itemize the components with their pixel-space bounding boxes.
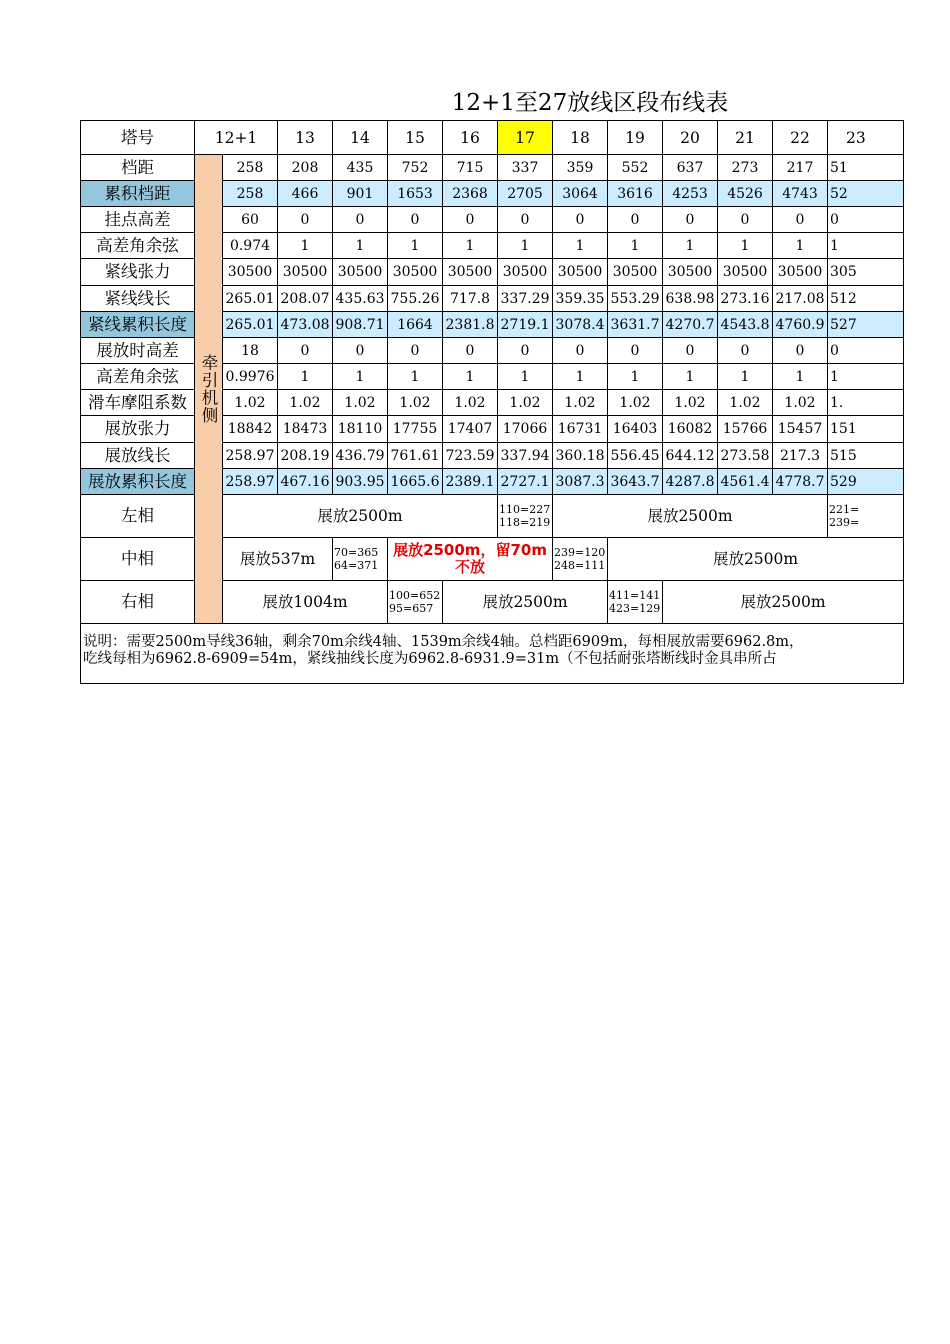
phase-label: 左相: [81, 495, 195, 538]
phase-label: 中相: [81, 538, 195, 581]
row-value: 1: [608, 233, 663, 259]
splice-note-line: 118=219: [499, 516, 551, 529]
row-value: 1664: [388, 312, 443, 338]
phase-segment: 展放2500m: [608, 538, 904, 581]
tower-cell: 12+1: [195, 121, 278, 155]
row-value: 1: [278, 364, 333, 390]
row-value: 1.02: [608, 390, 663, 416]
row-value: 273.58: [718, 443, 773, 469]
row-value: 1.02: [443, 390, 498, 416]
row-value: 0: [443, 338, 498, 364]
row-value: 1: [553, 233, 608, 259]
row-value: 761.61: [388, 443, 443, 469]
row-value: 1.02: [718, 390, 773, 416]
row-value: 1: [773, 233, 828, 259]
tower-cell: 16: [443, 121, 498, 155]
row-value: 0: [388, 338, 443, 364]
tower-cell: 19: [608, 121, 663, 155]
row-value: 515: [828, 443, 904, 469]
row-value: 265.01: [223, 312, 278, 338]
row-label: 紧线累积长度: [81, 312, 195, 338]
row-value: 17066: [498, 416, 553, 443]
splice-note: [333, 538, 388, 581]
row-value: 1.02: [223, 390, 278, 416]
row-value: 217: [773, 155, 828, 181]
row-value: 715: [443, 155, 498, 181]
row-value: 337.29: [498, 286, 553, 312]
row-value: 2719.1: [498, 312, 553, 338]
splice-note: [498, 495, 553, 538]
row-value: 17755: [388, 416, 443, 443]
row-value: 1: [278, 233, 333, 259]
row-value: 1: [388, 364, 443, 390]
row-label: 高差角余弦: [81, 364, 195, 390]
row-value: 4760.9: [773, 312, 828, 338]
row-value: 258.97: [223, 469, 278, 495]
row-value: 0: [498, 207, 553, 233]
row-label: 滑车摩阻系数: [81, 390, 195, 416]
row-value: 1: [333, 364, 388, 390]
row-label: 挂点高差: [81, 207, 195, 233]
row-value: 0: [828, 207, 904, 233]
row-value: 1: [773, 364, 828, 390]
row-value: 1: [718, 233, 773, 259]
row-value: 52: [828, 181, 904, 207]
tower-cell: 21: [718, 121, 773, 155]
row-value: 30500: [388, 259, 443, 286]
row-value: 208.07: [278, 286, 333, 312]
row-value: 3078.4: [553, 312, 608, 338]
row-value: 512: [828, 286, 904, 312]
row-value: 208.19: [278, 443, 333, 469]
row-value: 1.02: [278, 390, 333, 416]
row-value: 258: [223, 155, 278, 181]
row-value: 1: [498, 233, 553, 259]
tower-cell: 15: [388, 121, 443, 155]
splice-note-line: 95=657: [389, 602, 434, 615]
row-value: 0: [498, 338, 553, 364]
row-value: 360.18: [553, 443, 608, 469]
row-value: 1: [388, 233, 443, 259]
row-value: 4743: [773, 181, 828, 207]
row-value: 305: [828, 259, 904, 286]
row-value: 30500: [223, 259, 278, 286]
row-value: 30500: [608, 259, 663, 286]
row-value: 752: [388, 155, 443, 181]
tower-cell: 20: [663, 121, 718, 155]
row-value: 0: [388, 207, 443, 233]
row-value: 359.35: [553, 286, 608, 312]
row-value: 1: [553, 364, 608, 390]
row-label: 高差角余弦: [81, 233, 195, 259]
row-value: 16082: [663, 416, 718, 443]
row-value: 1: [718, 364, 773, 390]
row-value: 556.45: [608, 443, 663, 469]
row-value: 473.08: [278, 312, 333, 338]
row-value: 0: [553, 207, 608, 233]
row-value: 435: [333, 155, 388, 181]
tower-cell-highlighted: 17: [498, 121, 553, 155]
row-value: 1.02: [553, 390, 608, 416]
row-value: 16731: [553, 416, 608, 443]
tower-cell: 22: [773, 121, 828, 155]
row-value: 30500: [278, 259, 333, 286]
row-value: 755.26: [388, 286, 443, 312]
splice-note-line: 239=: [829, 516, 860, 529]
row-value: 4253: [663, 181, 718, 207]
row-value: 1: [443, 233, 498, 259]
row-value: 1: [663, 364, 718, 390]
row-value: 3643.7: [608, 469, 663, 495]
row-value: 0: [773, 338, 828, 364]
data-row: [81, 155, 904, 181]
row-value: 4543.8: [718, 312, 773, 338]
row-value: 1: [828, 364, 904, 390]
row-value: 467.16: [278, 469, 333, 495]
row-label: 展放张力: [81, 416, 195, 443]
row-label: 紧线线长: [81, 286, 195, 312]
row-value: 337.94: [498, 443, 553, 469]
row-value: 1: [608, 364, 663, 390]
row-value: 30500: [443, 259, 498, 286]
row-value: 901: [333, 181, 388, 207]
splice-note-line: 64=371: [334, 559, 379, 572]
row-label: 展放线长: [81, 443, 195, 469]
row-value: 637: [663, 155, 718, 181]
phase-segment: 展放2500m: [663, 581, 904, 624]
row-value: 908.71: [333, 312, 388, 338]
row-value: 30500: [498, 259, 553, 286]
row-value: 0: [608, 207, 663, 233]
row-value: 1.02: [663, 390, 718, 416]
splice-note: [828, 495, 904, 538]
row-value: 273: [718, 155, 773, 181]
row-value: 0: [608, 338, 663, 364]
row-value: 151: [828, 416, 904, 443]
row-value: 1.02: [388, 390, 443, 416]
wire-layout-table: [80, 120, 866, 685]
row-value: 0: [773, 207, 828, 233]
row-value: 4526: [718, 181, 773, 207]
row-value: 15457: [773, 416, 828, 443]
row-value: 0: [663, 338, 718, 364]
row-value: 1.02: [773, 390, 828, 416]
splice-note-line: 70=365: [334, 546, 379, 559]
row-value: 30500: [773, 259, 828, 286]
row-value: 265.01: [223, 286, 278, 312]
row-value: 3087.3: [553, 469, 608, 495]
row-value: 723.59: [443, 443, 498, 469]
row-value: 15766: [718, 416, 773, 443]
splice-note-line: 239=120: [554, 546, 606, 559]
row-value: 30500: [333, 259, 388, 286]
row-value: 3064: [553, 181, 608, 207]
explanation-note: [81, 624, 904, 684]
row-value: 2381.8: [443, 312, 498, 338]
row-value: 717.8: [443, 286, 498, 312]
row-value: 30500: [663, 259, 718, 286]
row-value: 644.12: [663, 443, 718, 469]
row-value: 4270.7: [663, 312, 718, 338]
row-label: 累积档距: [81, 181, 195, 207]
tower-cell: 23: [828, 121, 904, 155]
row-value: 0: [553, 338, 608, 364]
row-value: 0: [443, 207, 498, 233]
row-value: 0.974: [223, 233, 278, 259]
row-value: 16403: [608, 416, 663, 443]
row-value: 0: [718, 207, 773, 233]
note-row: [81, 624, 904, 684]
row-label: 展放累积长度: [81, 469, 195, 495]
row-value: 527: [828, 312, 904, 338]
phase-segment-warning: 展放2500m，留70m不放: [388, 538, 553, 581]
row-value: 0: [278, 338, 333, 364]
row-value: 258.97: [223, 443, 278, 469]
row-value: 359: [553, 155, 608, 181]
tower-header-row: [81, 121, 904, 155]
row-value: 903.95: [333, 469, 388, 495]
row-value: 337: [498, 155, 553, 181]
sheet-title: 12+1至27放线区段布线表: [451, 90, 729, 116]
row-value: 0: [333, 338, 388, 364]
row-value: 273.16: [718, 286, 773, 312]
row-value: 0: [828, 338, 904, 364]
row-value: 1653: [388, 181, 443, 207]
row-value: 17407: [443, 416, 498, 443]
row-value: 18: [223, 338, 278, 364]
phase-segment: 展放537m: [223, 538, 333, 581]
row-value: 30500: [553, 259, 608, 286]
row-value: 0: [663, 207, 718, 233]
row-value: 0: [278, 207, 333, 233]
splice-note-line: 100=652: [389, 589, 441, 602]
splice-note-line: 110=227: [499, 503, 551, 516]
row-value: 4287.8: [663, 469, 718, 495]
phase-segment: 展放2500m: [443, 581, 608, 624]
tower-label: 塔号: [81, 121, 195, 155]
row-value: 2705: [498, 181, 553, 207]
row-value: 4561.4: [718, 469, 773, 495]
traction-side-label: 牵引机侧: [195, 155, 223, 624]
row-value: 1665.6: [388, 469, 443, 495]
row-value: 3616: [608, 181, 663, 207]
row-value: 60: [223, 207, 278, 233]
row-value: 30500: [718, 259, 773, 286]
splice-note: [608, 581, 663, 624]
row-value: 0: [333, 207, 388, 233]
row-value: 638.98: [663, 286, 718, 312]
row-value: 553.29: [608, 286, 663, 312]
row-label: 展放时高差: [81, 338, 195, 364]
splice-note: [388, 581, 443, 624]
row-value: 529: [828, 469, 904, 495]
tower-cell: 18: [553, 121, 608, 155]
row-value: 1.02: [498, 390, 553, 416]
splice-note-line: 221=: [829, 503, 860, 516]
row-value: 3631.7: [608, 312, 663, 338]
row-value: 217.3: [773, 443, 828, 469]
phase-segment: 展放2500m: [553, 495, 828, 538]
row-value: 4778.7: [773, 469, 828, 495]
row-value: 2727.1: [498, 469, 553, 495]
row-value: 1: [828, 233, 904, 259]
splice-note-line: 248=111: [554, 559, 606, 572]
row-value: 258: [223, 181, 278, 207]
row-value: 436.79: [333, 443, 388, 469]
phase-segment: 展放2500m: [223, 495, 498, 538]
row-value: 1.02: [333, 390, 388, 416]
row-value: 18110: [333, 416, 388, 443]
row-value: 0: [718, 338, 773, 364]
phase-label: 右相: [81, 581, 195, 624]
row-value: 435.63: [333, 286, 388, 312]
splice-note: [553, 538, 608, 581]
row-value: 1: [663, 233, 718, 259]
note-line: 吃线每相为6962.8-6909=54m，紧线抽线长度为6962.8-6931.9=31m（不包括耐张塔断线时金具串所占: [83, 651, 777, 667]
row-value: 217.08: [773, 286, 828, 312]
row-value: 2389.1: [443, 469, 498, 495]
phase-segment: 展放1004m: [223, 581, 388, 624]
row-value: 1: [333, 233, 388, 259]
row-value: 0.9976: [223, 364, 278, 390]
tower-cell: 14: [333, 121, 388, 155]
row-value: 466: [278, 181, 333, 207]
row-value: 552: [608, 155, 663, 181]
row-label: 档距: [81, 155, 195, 181]
row-value: 1: [498, 364, 553, 390]
row-label: 紧线张力: [81, 259, 195, 286]
row-value: 208: [278, 155, 333, 181]
row-value: 2368: [443, 181, 498, 207]
row-value: 51: [828, 155, 904, 181]
row-value: 1.: [828, 390, 904, 416]
splice-note-line: 411=141: [609, 589, 661, 602]
row-value: 18842: [223, 416, 278, 443]
note-line: 说明：需要2500m导线36轴，剩余70m余线4轴、1539m余线4轴。总档距6909m，每相展放需要6962.8m，: [83, 634, 804, 650]
splice-note-line: 423=129: [609, 602, 661, 615]
tower-cell: 13: [278, 121, 333, 155]
row-value: 18473: [278, 416, 333, 443]
row-value: 1: [443, 364, 498, 390]
